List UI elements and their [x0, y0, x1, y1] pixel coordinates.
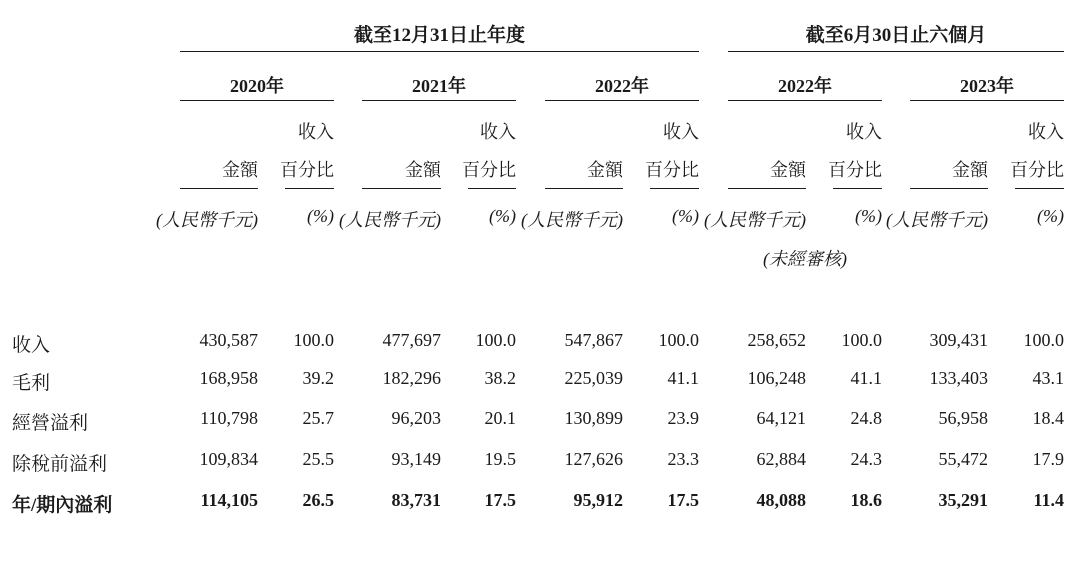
pct-header-line1: 收入 [480, 122, 516, 142]
percentage-cell: 24.3 [850, 449, 882, 469]
percentage-cell: 43.1 [1032, 368, 1064, 388]
percentage-cell: 25.7 [302, 408, 334, 428]
amount-cell: 109,834 [199, 449, 258, 469]
percentage-cell: 100.0 [1023, 330, 1064, 350]
amount-cell: 430,587 [199, 330, 258, 350]
pct-header-line2: 百分比 [645, 160, 699, 180]
amount-header: 金額 [952, 160, 988, 180]
pct-header-rule [1015, 188, 1064, 189]
year-header-rule [545, 100, 699, 101]
percentage-cell: 39.2 [302, 368, 334, 388]
percentage-cell: 18.4 [1032, 408, 1064, 428]
pct-header-line2: 百分比 [280, 160, 334, 180]
percentage-cell: 11.4 [1033, 490, 1064, 510]
year-header: 2023年 [960, 76, 1014, 96]
amount-cell: 95,912 [573, 490, 623, 510]
amount-cell: 35,291 [938, 490, 988, 510]
pct-unit: (%) [489, 206, 516, 226]
pct-header-line1: 收入 [663, 122, 699, 142]
year-header-rule [180, 100, 334, 101]
amount-unit: (人民幣千元) [339, 210, 441, 230]
amount-cell: 225,039 [564, 368, 623, 388]
row-label: 經營溢利 [12, 413, 89, 434]
amount-cell: 64,121 [756, 408, 806, 428]
percentage-cell: 100.0 [841, 330, 882, 350]
amount-cell: 547,867 [564, 330, 623, 350]
period-group-header: 截至12月31日止年度 [353, 25, 525, 46]
group-header-rule [728, 51, 1064, 52]
amount-header: 金額 [770, 160, 806, 180]
amount-cell: 56,958 [938, 408, 988, 428]
percentage-cell: 17.5 [484, 490, 516, 510]
amount-cell: 110,798 [200, 408, 258, 428]
percentage-cell: 100.0 [293, 330, 334, 350]
pct-header-line1: 收入 [846, 122, 882, 142]
pct-header-line2: 百分比 [1010, 160, 1064, 180]
percentage-cell: 41.1 [667, 368, 699, 388]
amount-cell: 48,088 [756, 490, 806, 510]
amount-cell: 477,697 [382, 330, 441, 350]
pct-header-line2: 百分比 [462, 160, 516, 180]
amount-header-rule [728, 188, 806, 189]
amount-unit: (人民幣千元) [156, 210, 258, 230]
pct-header-line1: 收入 [298, 122, 334, 142]
amount-header: 金額 [222, 160, 258, 180]
year-header: 2020年 [230, 76, 284, 96]
percentage-cell: 17.5 [667, 490, 699, 510]
pct-unit: (%) [1037, 206, 1064, 226]
amount-cell: 309,431 [929, 330, 988, 350]
row-label: 收入 [12, 335, 51, 356]
amount-unit: (人民幣千元) [521, 210, 623, 230]
amount-header-rule [910, 188, 988, 189]
pct-unit: (%) [307, 206, 334, 226]
amount-cell: 106,248 [747, 368, 806, 388]
year-header: 2022年 [595, 76, 649, 96]
percentage-cell: 19.5 [484, 449, 516, 469]
amount-cell: 130,899 [564, 408, 623, 428]
period-group-header: 截至6月30日止六個月 [805, 25, 987, 46]
year-header-rule [362, 100, 516, 101]
amount-cell: 127,626 [564, 449, 623, 469]
percentage-cell: 17.9 [1032, 449, 1064, 469]
percentage-cell: 26.5 [302, 490, 334, 510]
row-label: 毛利 [12, 373, 51, 394]
year-header: 2021年 [412, 76, 466, 96]
percentage-cell: 23.3 [667, 449, 699, 469]
amount-unit: (人民幣千元) [704, 210, 806, 230]
amount-cell: 168,958 [199, 368, 258, 388]
percentage-cell: 20.1 [484, 408, 516, 428]
percentage-cell: 100.0 [475, 330, 516, 350]
amount-header-rule [180, 188, 258, 189]
amount-header-rule [362, 188, 441, 189]
pct-header-line2: 百分比 [828, 160, 882, 180]
pct-header-rule [468, 188, 516, 189]
pct-header-rule [285, 188, 334, 189]
percentage-cell: 24.8 [850, 408, 882, 428]
amount-cell: 133,403 [929, 368, 988, 388]
amount-header: 金額 [587, 160, 623, 180]
pct-header-line1: 收入 [1028, 122, 1064, 142]
amount-cell: 83,731 [391, 490, 441, 510]
pct-unit: (%) [672, 206, 699, 226]
percentage-cell: 38.2 [484, 368, 516, 388]
percentage-cell: 25.5 [302, 449, 334, 469]
amount-header-rule [545, 188, 623, 189]
pct-unit: (%) [855, 206, 882, 226]
amount-cell: 96,203 [391, 408, 441, 428]
pct-header-rule [650, 188, 699, 189]
percentage-cell: 41.1 [850, 368, 882, 388]
amount-cell: 62,884 [756, 449, 806, 469]
percentage-cell: 23.9 [667, 408, 699, 428]
amount-header: 金額 [405, 160, 441, 180]
amount-cell: 93,149 [391, 449, 441, 469]
amount-cell: 114,105 [200, 490, 258, 510]
pct-header-rule [833, 188, 882, 189]
year-header: 2022年 [778, 76, 832, 96]
year-header-rule [728, 100, 882, 101]
group-header-rule [180, 51, 699, 52]
year-header-rule [910, 100, 1064, 101]
amount-cell: 182,296 [382, 368, 441, 388]
row-label: 年/期內溢利 [12, 495, 113, 516]
percentage-cell: 18.6 [850, 490, 882, 510]
percentage-cell: 100.0 [658, 330, 699, 350]
amount-cell: 258,652 [747, 330, 806, 350]
amount-unit: (人民幣千元) [886, 210, 988, 230]
unaudited-note: (未經審核) [763, 249, 847, 269]
amount-cell: 55,472 [938, 449, 988, 469]
row-label: 除稅前溢利 [12, 454, 108, 475]
